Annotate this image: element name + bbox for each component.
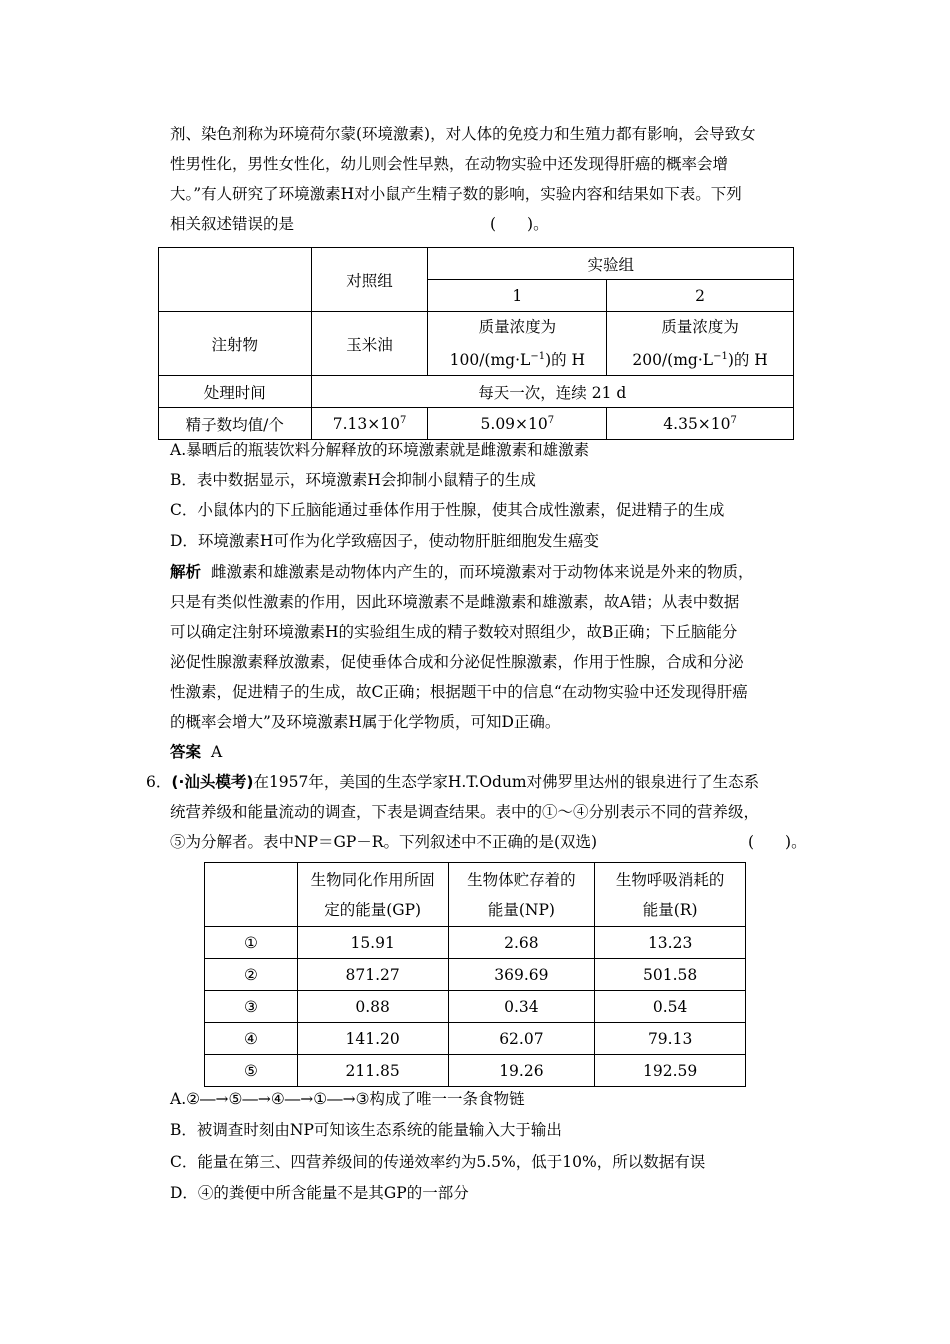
header-group-1: 1 bbox=[428, 280, 607, 312]
analysis-label: 解析 bbox=[170, 563, 202, 581]
q6-option-c: C．能量在第三、四营养级间的传递效率约为5.5%，低于10%，所以数据有误 bbox=[170, 1153, 706, 1171]
answer-value: A bbox=[211, 743, 223, 761]
table-row: ④ 141.20 62.07 79.13 bbox=[205, 1023, 746, 1055]
q6-number: 6． bbox=[146, 773, 172, 791]
analysis-line-4: 泌促性腺激素释放激素，促使垂体合成和分泌促性腺激素，作用于性腺，合成和分泌 bbox=[170, 653, 744, 671]
table-row: ③ 0.88 0.34 0.54 bbox=[205, 991, 746, 1023]
cell-sperm-g1: $5.09\times 10^7$ bbox=[428, 408, 607, 440]
table-row: ② 871.27 369.69 501.58 bbox=[205, 959, 746, 991]
intro-line-1: 剂、染色剂称为环境荷尔蒙(环境激素)，对人体的免疫力和生殖力都有影响，会导致女 bbox=[170, 125, 756, 143]
cell-sperm-control: $7.13\times 10^7$ bbox=[311, 408, 428, 440]
q5-option-b: B．表中数据显示，环境激素H会抑制小鼠精子的生成 bbox=[170, 471, 536, 489]
q6-source: (·汕头模考) bbox=[171, 773, 254, 791]
analysis-line-2: 只是有类似性激素的作用，因此环境激素不是雌激素和雄激素，故A错；从表中数据 bbox=[170, 593, 740, 611]
header-r: 生物呼吸消耗的 能量(R) bbox=[595, 863, 746, 927]
q5-option-a: A.暴晒后的瓶装饮料分解释放的环境激素就是雌激素和雄激素 bbox=[170, 441, 590, 459]
row-label-sperm: 精子数均值/个 bbox=[159, 408, 312, 440]
q6-line-1: 6．(·汕头模考)在1957年，美国的生态学家H.T.Odum对佛罗里达州的银泉进行了生态系 bbox=[146, 773, 760, 791]
question-stem: 相关叙述错误的是 bbox=[170, 215, 295, 233]
cell-injection-control: 玉米油 bbox=[311, 312, 428, 376]
intro-line-3: 大。”有人研究了环境激素H对小鼠产生精子数的影响，实验内容和结果如下表。下列 bbox=[170, 185, 742, 203]
row-label-injection: 注射物 bbox=[159, 312, 312, 376]
q6-option-b: B．被调查时刻由NP可知该生态系统的能量输入大于输出 bbox=[170, 1121, 562, 1139]
table2-corner bbox=[205, 863, 298, 927]
analysis-line-3: 可以确定注射环境激素H的实验组生成的精子数较对照组少，故B正确；下丘脑能分 bbox=[170, 623, 738, 641]
table-corner bbox=[159, 248, 312, 312]
q6-line-3: ⑤为分解者。表中NP＝GP－R。下列叙述中不正确的是(双选) bbox=[170, 833, 598, 851]
header-control: 对照组 bbox=[311, 248, 428, 312]
answer-line bbox=[170, 741, 222, 763]
cell-injection-g1: 质量浓度为 $100/(mg\cdot L^{-1})$的 H bbox=[428, 312, 607, 376]
q6-line-2: 统营养级和能量流动的调查，下表是调查结果。表中的①～④分别表示不同的营养级， bbox=[170, 803, 760, 821]
cell-injection-g2: 质量浓度为 $200/(mg\cdot L^{-1})$的 H bbox=[607, 312, 794, 376]
intro-line-4 bbox=[170, 213, 294, 235]
analysis-line-5: 性激素，促进精子的生成，故C正确；根据题干中的信息“在动物实验中还发现得肝癌 bbox=[170, 683, 748, 701]
q5-option-c: C．小鼠体内的下丘脑能通过垂体作用于性腺，使其合成性激素，促进精子的生成 bbox=[170, 501, 725, 519]
header-group-2: 2 bbox=[607, 280, 794, 312]
energy-table bbox=[204, 862, 746, 1087]
row-label-time: 处理时间 bbox=[159, 376, 312, 408]
intro-line-2: 性男性化，男性女性化，幼儿则会性早熟，在动物实验中还发现得肝癌的概率会增 bbox=[170, 155, 729, 173]
q5-option-d: D．环境激素H可作为化学致癌因子，使动物肝脏细胞发生癌变 bbox=[170, 532, 599, 550]
experiment-table bbox=[158, 247, 794, 440]
answer-blank: ( )。 bbox=[490, 215, 549, 233]
q6-answer-blank: ( )。 bbox=[748, 833, 807, 851]
header-np: 生物体贮存着的 能量(NP) bbox=[448, 863, 595, 927]
header-gp: 生物同化作用所固 定的能量(GP) bbox=[297, 863, 448, 927]
cell-sperm-g2: $4.35\times 10^7$ bbox=[607, 408, 794, 440]
cell-time-value: 每天一次，连续 21 d bbox=[311, 376, 793, 408]
analysis-line-1: 解析 雌激素和雄激素是动物体内产生的，而环境激素对于动物体来说是外来的物质， bbox=[170, 563, 754, 581]
table-row: ① 15.91 2.68 13.23 bbox=[205, 927, 746, 959]
answer-label: 答案 bbox=[170, 743, 202, 761]
q6-option-d: D．④的粪便中所含能量不是其GP的一部分 bbox=[170, 1184, 469, 1202]
analysis-line-6: 的概率会增大”及环境激素H属于化学物质，可知D正确。 bbox=[170, 713, 561, 731]
q6-option-a: A.②―→⑤―→④―→①―→③构成了唯一一条食物链 bbox=[170, 1090, 525, 1108]
table-row: ⑤ 211.85 19.26 192.59 bbox=[205, 1055, 746, 1087]
header-experiment: 实验组 bbox=[428, 248, 794, 280]
